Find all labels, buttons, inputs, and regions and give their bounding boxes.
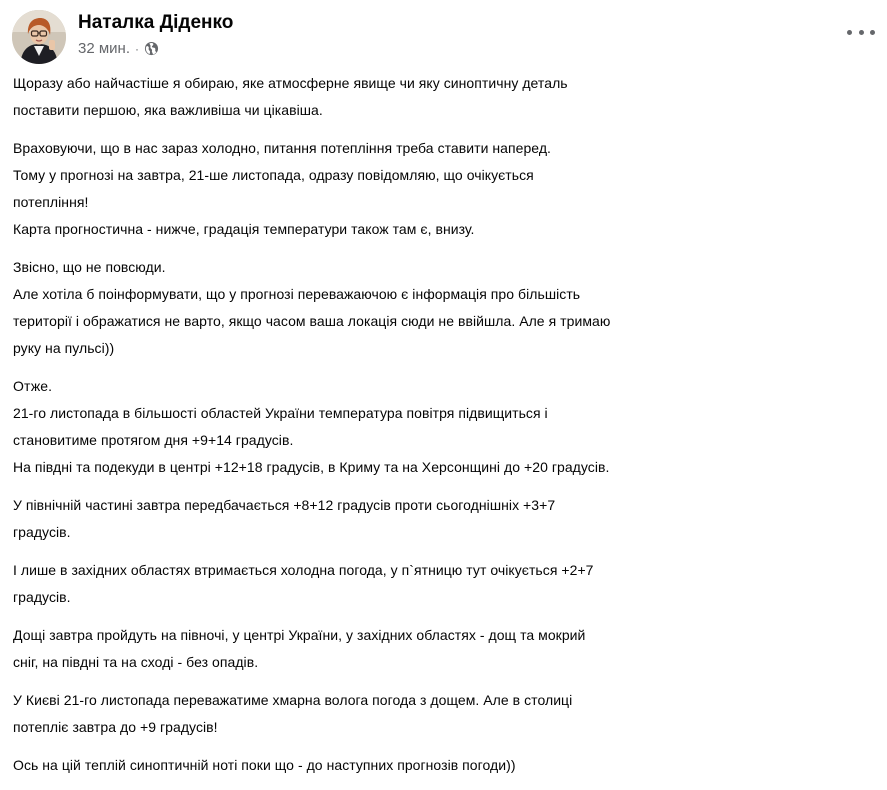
post-paragraph xyxy=(13,557,883,611)
author-avatar[interactable] xyxy=(12,10,66,64)
text-line: потепліє завтра до +9 градусів! xyxy=(13,719,218,735)
post-timestamp[interactable]: 32 мин. xyxy=(78,40,130,57)
post-paragraph xyxy=(13,254,883,362)
post-paragraph xyxy=(13,135,883,243)
text-line: Але хотіла б поінформувати, що у прогнозі переважаючою є інформація про більшість xyxy=(13,286,581,302)
more-dot xyxy=(859,30,864,35)
text-line: Отже. xyxy=(13,378,53,394)
text-line: градусів. xyxy=(13,589,71,605)
avatar-image xyxy=(12,10,66,64)
post-paragraph xyxy=(13,373,883,481)
text-line: Тому у прогнозі на завтра, 21-ше листопада, одразу повідомляю, що очікується xyxy=(13,167,534,183)
text-line: Враховуючи, що в нас зараз холодно, питання потепління треба ставити наперед. xyxy=(13,140,551,156)
text-line: У північній частині завтра передбачається +8+12 градусів проти сьогоднішніх +3+7 xyxy=(13,497,556,513)
more-dot xyxy=(870,30,875,35)
text-line: 21-го листопада в більшості областей України температура повітря підвищиться і xyxy=(13,405,548,421)
text-line: потепління! xyxy=(13,194,89,210)
text-line: Дощі завтра пройдуть на півночі, у центрі України, у західних областях - дощ та мокрий xyxy=(13,627,586,643)
text-line: сніг, на півдні та на сході - без опадів. xyxy=(13,654,259,670)
post-paragraph xyxy=(13,492,883,546)
text-line: Щоразу або найчастіше я обираю, яке атмосферне явище чи яку синоптичну деталь xyxy=(13,75,568,91)
text-line: руку на пульсі)) xyxy=(13,340,115,356)
post-paragraph xyxy=(13,70,883,124)
text-line: градусів. xyxy=(13,524,71,540)
text-line: території і ображатися не варто, якщо часом ваша локація сюди не ввійшла. Але я тримаю xyxy=(13,313,611,329)
more-dot xyxy=(847,30,852,35)
text-line: На півдні та подекуди в центрі +12+18 градусів, в Криму та на Херсонщині до +20 градусів. xyxy=(13,459,610,475)
text-line: Ось на цій теплій синоптичній ноті поки що - до наступних прогнозів погоди)) xyxy=(13,757,516,773)
post-paragraph xyxy=(13,622,883,676)
post-paragraph xyxy=(13,687,883,741)
text-line: У Києві 21-го листопада переважатиме хмарна волога погода з дощем. Але в столиці xyxy=(13,692,573,708)
author-name[interactable]: Наталка Діденко xyxy=(78,12,234,33)
more-options-icon[interactable] xyxy=(847,22,875,42)
text-line: поставити першою, яка важливіша чи цікавіша. xyxy=(13,102,323,118)
text-line: становитиме протягом дня +9+14 градусів. xyxy=(13,432,294,448)
post-meta xyxy=(78,40,159,57)
meta-separator: · xyxy=(135,41,139,56)
post-header xyxy=(12,10,875,66)
text-line: І лише в західних областях втримається холодна погода, у п`ятницю тут очікується +2+7 xyxy=(13,562,594,578)
post-paragraph xyxy=(13,752,883,779)
text-line: Карта прогностична - нижче, градація температури також там є, внизу. xyxy=(13,221,475,237)
globe-icon[interactable] xyxy=(144,41,159,56)
text-line: Звісно, що не повсюди. xyxy=(13,259,166,275)
post-text xyxy=(13,70,883,790)
